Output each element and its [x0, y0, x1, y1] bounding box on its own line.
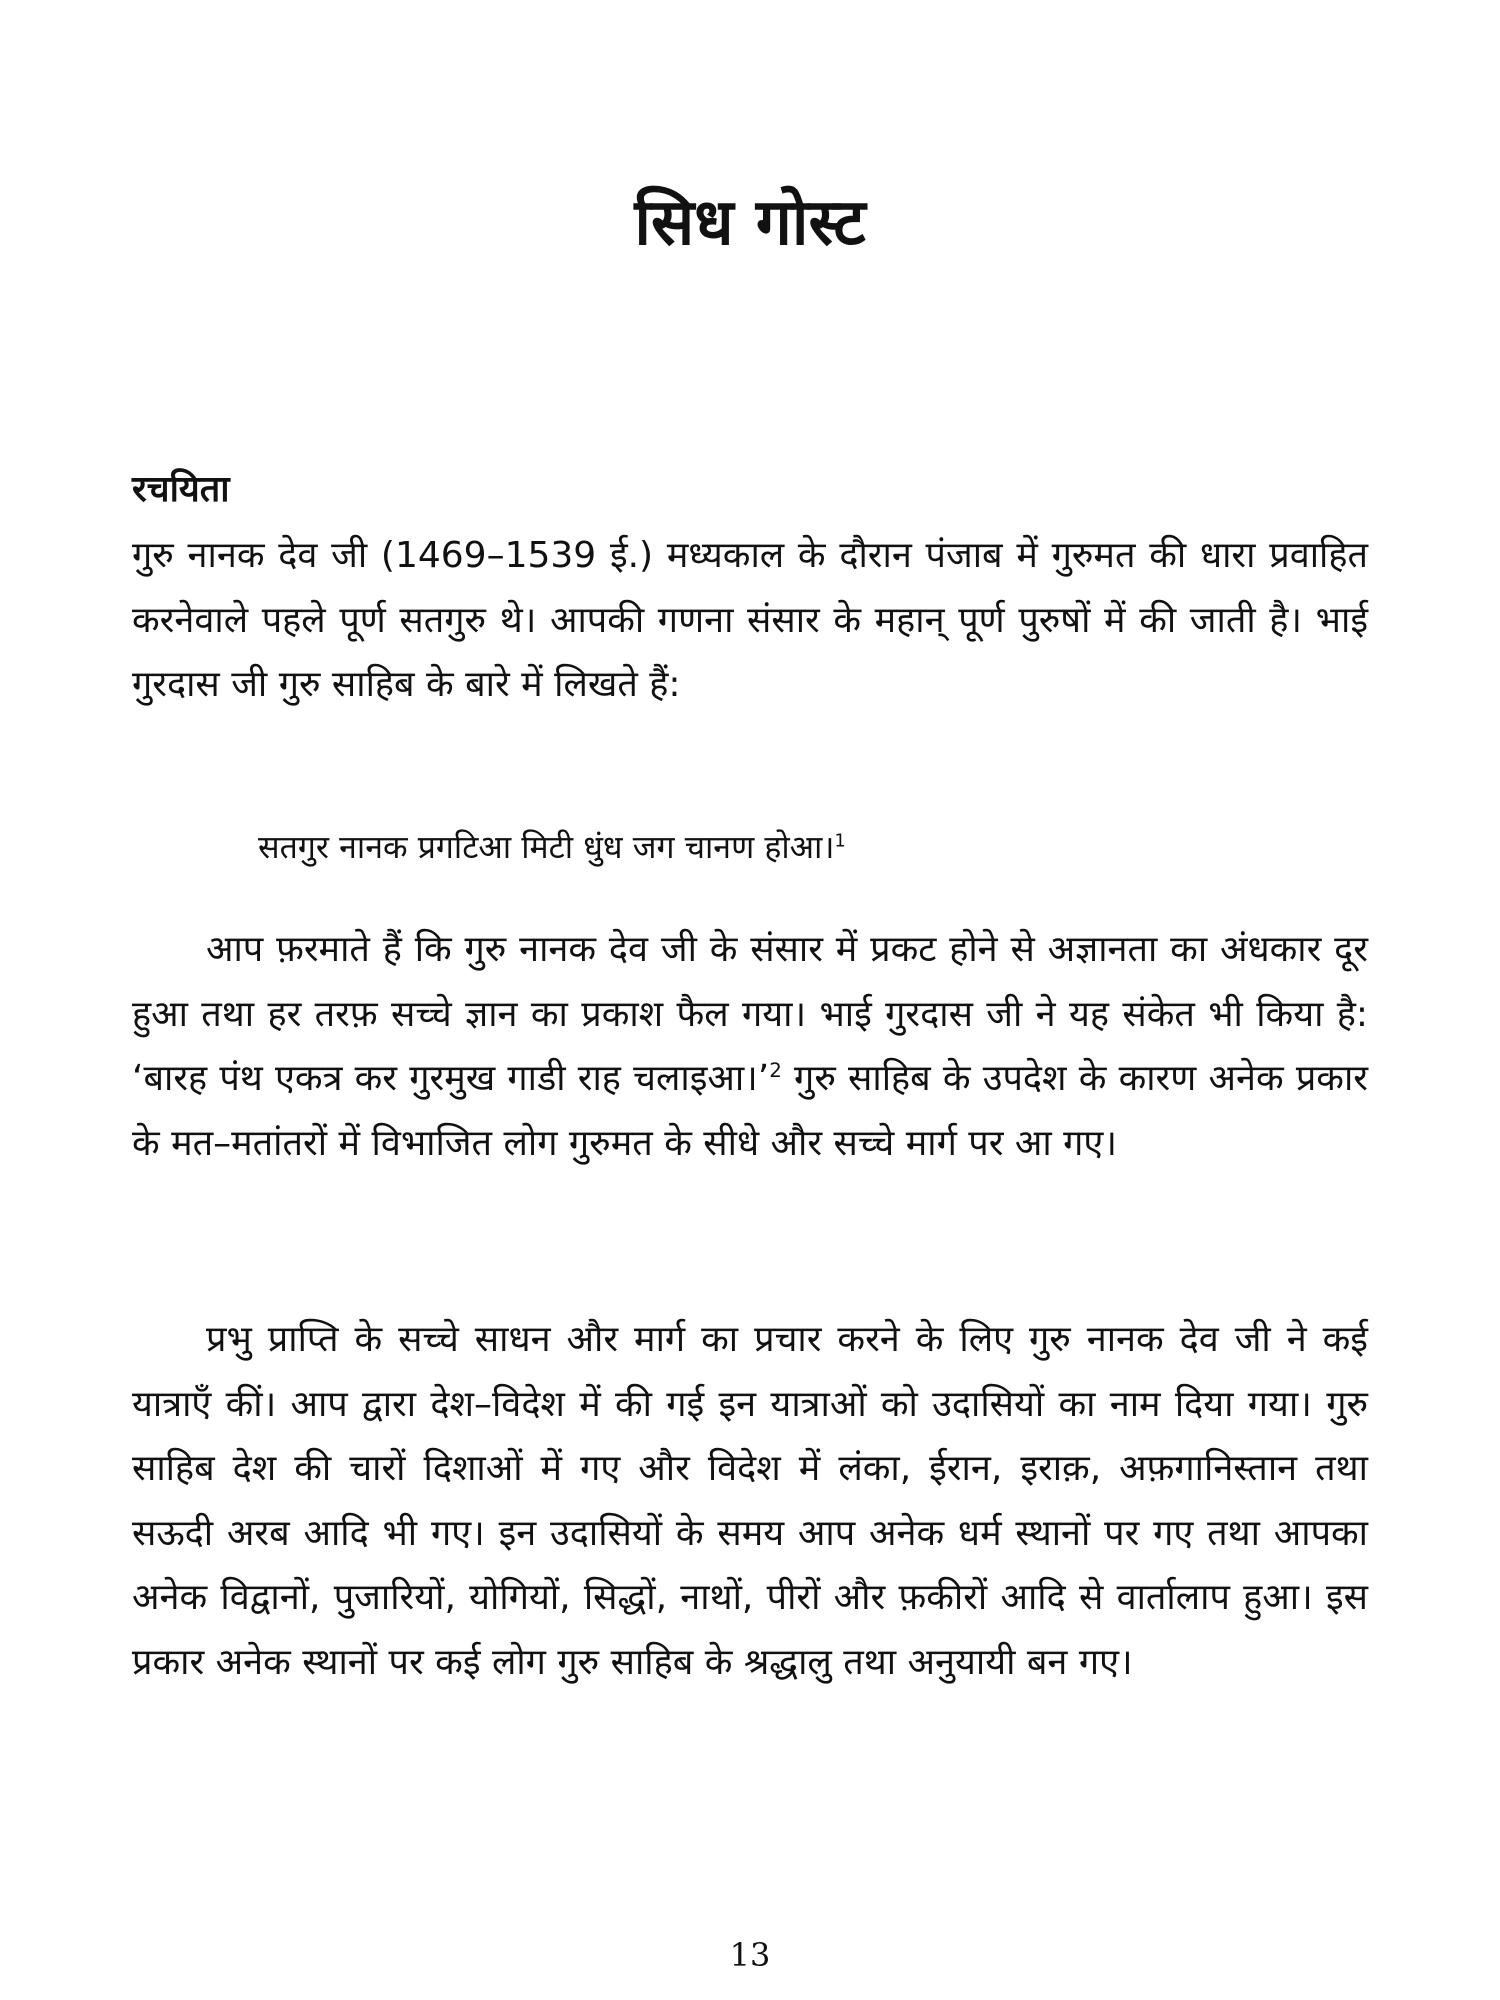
verse-text: सतगुर नानक प्रगटिआ मिटी धुंध जग चानण होआ।	[258, 828, 835, 866]
paragraph-commentary-part1: आप फ़रमाते हैं कि गुरु नानक देव जी के संसार में प्रकट होने से अज्ञानता का अंधकार दूर हुआ तथा हर तरफ़ सच्चे ज्ञान का प्रकाश फैल गया। भाई गुरदास जी ने यह संकेत भी किया है: ‘बारह पंथ एकत्र कर गुरमुख गाडी राह चलाइआ।’	[132, 929, 1368, 1099]
paragraph-commentary-part2: गुरु साहिब के उपदेश के कारण अनेक प्रकार के मत–मतांतरों में विभाजित लोग गुरुमत के सीधे और सच्चे मार्ग पर आ गए।	[132, 1058, 1368, 1164]
paragraph-intro: गुरु नानक देव जी (1469–1539 ई.) मध्यकाल के दौरान पंजाब में गुरुमत की धारा प्रवाहित करनेवाले पहले पूर्ण सतगुरु थे। आपकी गणना संसार के महान् पूर्ण पुरुषों में की जाती है। भाई गुरदास जी गुरु साहिब के बारे में लिखते हैं:	[132, 535, 1368, 705]
section-heading: रचयिता	[132, 469, 230, 510]
page-number: 13	[729, 1936, 771, 1974]
paragraph-commentary	[132, 918, 1368, 1176]
footnote-marker-2: 2	[769, 1059, 782, 1082]
paragraph-travels: प्रभु प्राप्ति के सच्चे साधन और मार्ग का प्रचार करने के लिए गुरु नानक देव जी ने कई यात्राएँ कीं। आप द्वारा देश–विदेश में की गई इन यात्राओं को उदासियों का नाम दिया गया। गुरु साहिब देश की चारों दिशाओं में गए और विदेश में लंका, ईरान, इराक़, अफ़गानिस्तान तथा सऊदी अरब आदि भी गए। इन उदासियों के समय आप अनेक धर्म स्थानों पर गए तथा आपका अनेक विद्वानों, पुजारियों, योगियों, सिद्धों, नाथों, पीरों और फ़कीरों आदि से वार्तालाप हुआ। इस प्रकार अनेक स्थानों पर कई लोग गुरु साहिब के श्रद्धालु तथा अनुयायी बन गए।	[132, 1319, 1368, 1683]
page-title: सिध गोस्ट	[634, 186, 866, 260]
footnote-marker-1: 1	[834, 831, 846, 852]
quoted-verse	[258, 822, 846, 872]
